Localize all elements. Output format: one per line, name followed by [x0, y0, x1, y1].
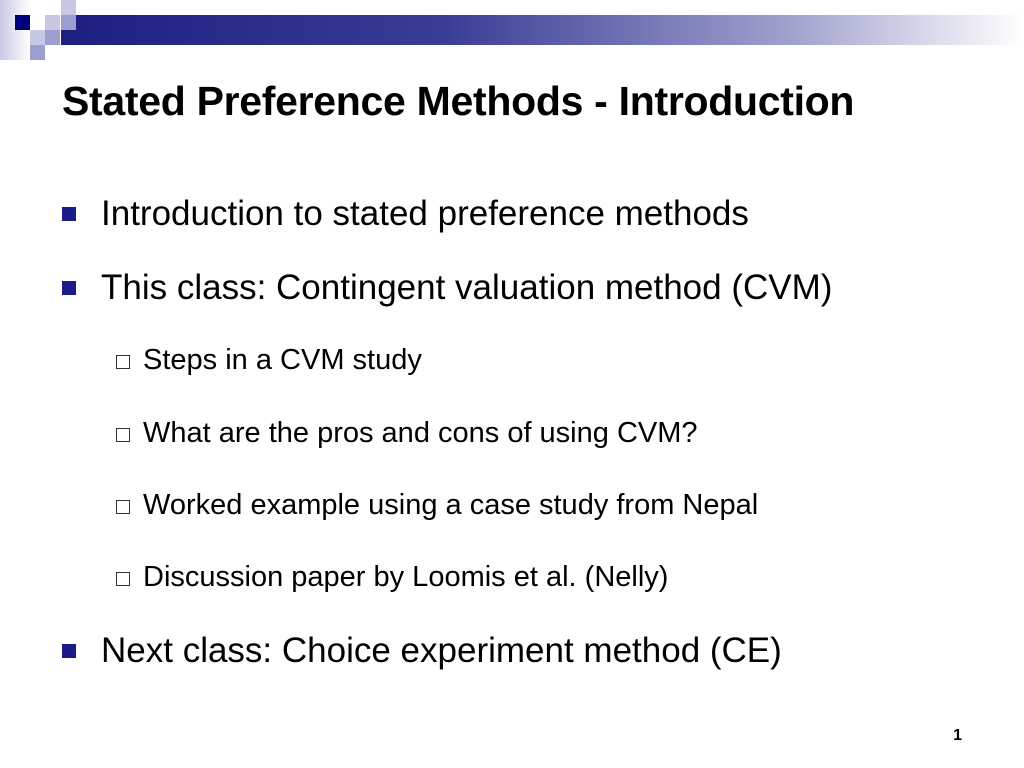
bullet-item	[62, 631, 782, 671]
decor-square	[61, 0, 76, 15]
decor-square	[15, 15, 30, 30]
bullet-item	[62, 268, 832, 308]
hollow-square-bullet-icon	[116, 500, 130, 514]
bullet-text: Next class: Choice experiment method (CE)	[101, 631, 782, 670]
sub-bullet-item	[116, 417, 698, 450]
hollow-square-bullet-icon	[116, 428, 130, 442]
bullet-item	[62, 194, 749, 234]
page-number: 1	[953, 727, 962, 744]
decor-fade	[0, 0, 30, 60]
hollow-square-bullet-icon	[116, 355, 130, 369]
square-bullet-icon	[62, 281, 76, 295]
sub-bullet-text: Steps in a CVM study	[143, 344, 422, 376]
hollow-square-bullet-icon	[116, 572, 130, 586]
slide-title: Stated Preference Methods - Introduction	[62, 78, 855, 124]
sub-bullet-item	[116, 561, 668, 594]
decor-square	[45, 30, 60, 45]
sub-bullet-text: What are the pros and cons of using CVM?	[143, 417, 698, 449]
sub-bullet-item	[116, 489, 758, 522]
decor-square	[45, 15, 60, 30]
bullet-text: This class: Contingent valuation method (CVM)	[101, 268, 833, 307]
sub-bullet-item	[116, 344, 422, 377]
decor-square	[30, 45, 45, 60]
sub-bullet-text: Discussion paper by Loomis et al. (Nelly)	[143, 561, 669, 593]
square-bullet-icon	[62, 207, 76, 221]
sub-bullet-text: Worked example using a case study from Nepal	[143, 489, 759, 521]
square-bullet-icon	[62, 644, 76, 658]
decor-square	[30, 30, 45, 45]
decor-square	[61, 15, 76, 30]
bullet-text: Introduction to stated preference methods	[101, 194, 749, 233]
decor-bar	[61, 15, 1024, 45]
